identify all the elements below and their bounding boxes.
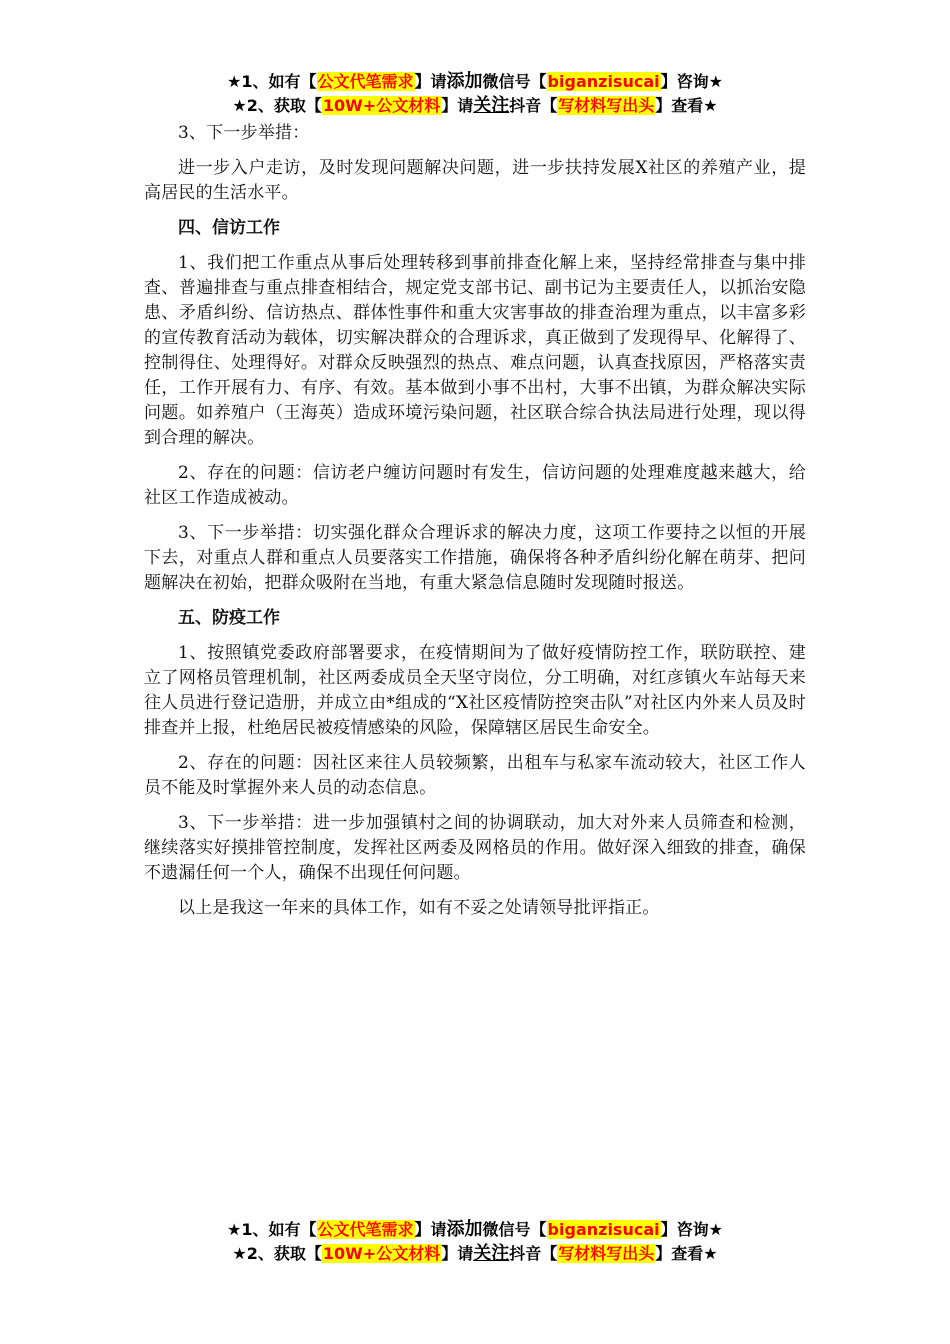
banner-emphasis: 关注 xyxy=(473,95,510,116)
top-ad-banner xyxy=(0,70,950,118)
paragraph: 1、按照镇党委政府部署要求，在疫情期间为了做好疫情防控工作，联防联控、建立了网格员管理机制，社区两委成员全天坚守岗位，分工明确，对红彦镇火车站每天来往人员进行登记造册，并成立由*组成的“X社区疫情防控突击队”对社区内外来人员及时排查并上报，杜绝居民被疫情感染的风险，保障辖区居民生命安全。 xyxy=(144,643,806,738)
star-icon: ★ xyxy=(227,1220,242,1239)
paragraph: 3、下一步举措：切实强化群众合理诉求的解决力度，这项工作要持之以恒的开展下去，对重点人群和重点人员要落实工作措施，确保将各种矛盾纠纷化解在萌芽、把问题解决在初始，把群众吸附在当地，有重大紧急信息随时发现随时报送。 xyxy=(144,523,806,593)
banner-text: 】请 xyxy=(441,96,474,115)
highlight-materials: 10W+公文材料 xyxy=(322,1244,441,1263)
section-heading: 五、防疫工作 xyxy=(178,608,280,628)
banner-text: 1、如有【 xyxy=(241,1220,317,1239)
banner-text: 】咨询★ xyxy=(660,1220,723,1239)
banner-text: 微信号【 xyxy=(482,1220,547,1239)
banner-text: 】请 xyxy=(414,72,447,91)
paragraph: 3、下一步举措：进一步加强镇村之间的协调联动，加大对外来人员筛查和检测，继续落实好摸排管控制度，发挥社区两委及网格员的作用。做好深入细致的排查，确保不遗漏任何一个人，确保不出现任何问题。 xyxy=(144,813,806,883)
banner-text: 】请 xyxy=(441,1244,474,1263)
highlight-douyin: 写材料写出头 xyxy=(558,1244,655,1263)
paragraph: 2、存在的问题：信访老户缠访问题时有发生，信访问题的处理难度越来越大，给社区工作造成被动。 xyxy=(144,463,806,508)
section-heading: 四、信访工作 xyxy=(178,218,280,238)
paragraph: 1、我们把工作重点从事后处理转移到事前排查化解上来，坚持经常排查与集中排查、普遍排查与重点排查相结合，规定党支部书记、副书记为主要责任人，以抓治安隐患、矛盾纠纷、信访热点、群体性事件和重大灾害事故的排查治理为重点，以丰富多彩的宣传教育活动为载体，切实解决群众的合理诉求，真正做到了发现得早、化解得了、控制得住、处理得好。对群众反映强烈的热点、难点问题，认真查找原因，严格落实责任，工作开展有力、有序、有效。基本做到小事不出村，大事不出镇，为群众解决实际问题。如养殖户（王海英）造成环境污染问题，社区联合综合执法局进行处理，现以得到合理的解决。 xyxy=(144,253,806,448)
banner-text: 微信号【 xyxy=(482,72,547,91)
banner-text: 】咨询★ xyxy=(660,72,723,91)
paragraph: 3、下一步举措： xyxy=(178,123,310,143)
star-icon: ★ xyxy=(232,1244,247,1263)
banner-line-2 xyxy=(0,94,950,118)
star-icon: ★ xyxy=(232,96,247,115)
bottom-ad-banner xyxy=(0,1218,950,1266)
banner-emphasis: 添加 xyxy=(446,1219,483,1240)
star-icon: ★ xyxy=(227,72,242,91)
highlight-douyin: 写材料写出头 xyxy=(558,96,655,115)
banner-text: 】查看★ xyxy=(655,96,718,115)
banner-emphasis: 关注 xyxy=(473,1243,510,1264)
banner-text: 抖音【 xyxy=(509,96,558,115)
banner-text: 1、如有【 xyxy=(241,72,317,91)
banner-emphasis: 添加 xyxy=(446,71,483,92)
document-body xyxy=(144,121,806,931)
highlight-wechat-id: biganzisucai xyxy=(547,72,660,91)
highlight-materials: 10W+公文材料 xyxy=(322,96,441,115)
banner-line-1 xyxy=(0,1218,950,1242)
highlight-ghostwriting: 公文代笔需求 xyxy=(317,72,414,91)
paragraph: 以上是我这一年来的具体工作，如有不妥之处请领导批评指正。 xyxy=(178,898,660,918)
banner-text: 抖音【 xyxy=(509,1244,558,1263)
paragraph: 进一步入户走访，及时发现问题解决问题，进一步扶持发展X社区的养殖产业，提高居民的生活水平。 xyxy=(144,158,806,203)
banner-text: 2、获取【 xyxy=(246,1244,322,1263)
banner-line-2 xyxy=(0,1242,950,1266)
banner-text: 2、获取【 xyxy=(246,96,322,115)
banner-line-1 xyxy=(0,70,950,94)
banner-text: 】查看★ xyxy=(655,1244,718,1263)
paragraph: 2、存在的问题：因社区来往人员较频繁，出租车与私家车流动较大，社区工作人员不能及时掌握外来人员的动态信息。 xyxy=(144,753,806,798)
banner-text: 】请 xyxy=(414,1220,447,1239)
highlight-wechat-id: biganzisucai xyxy=(547,1220,660,1239)
highlight-ghostwriting: 公文代笔需求 xyxy=(317,1220,414,1239)
